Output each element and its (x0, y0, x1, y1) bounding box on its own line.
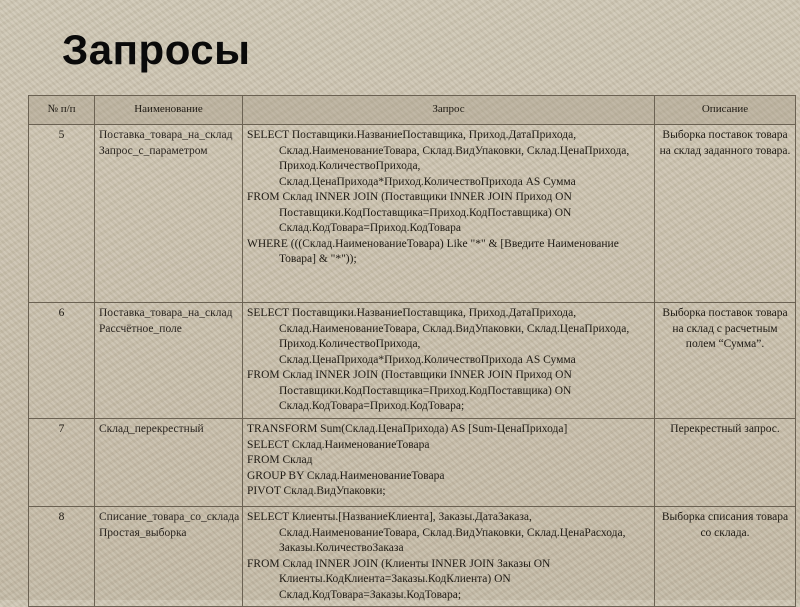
query-description: Выборка списания товара со склада. (655, 507, 796, 607)
header-description: Описание (655, 96, 796, 125)
query-line: FROM Склад INNER JOIN (Поставщики INNER JOIN Приход ON Поставщики.КодПоставщика=Приход.КодПоставщика) ON Склад.КодТовара=Приход.КодТовара (247, 191, 572, 234)
query-name: Поставка_товара_на_склад (99, 307, 233, 319)
query-line: SELECT Склад.НаименованиеТовара (247, 438, 430, 451)
table-row (29, 507, 796, 607)
query-text-cell (243, 125, 655, 303)
row-number: 5 (29, 125, 95, 303)
header-number: № п/п (29, 96, 95, 125)
table-row (29, 125, 796, 303)
query-line: TRANSFORM Sum(Склад.ЦенаПрихода) AS [Sum-ЦенаПрихода] (247, 423, 568, 435)
table-header-row (29, 96, 796, 125)
query-name-cell (95, 303, 243, 419)
query-line: FROM Склад (247, 454, 313, 466)
query-line: SELECT Поставщики.НазваниеПоставщика, Приход.ДатаПрихода, Склад.НаименованиеТовара, Склад.ВидУпаковки, Склад.ЦенаПрихода, Приход.КоличествоПрихода, Склад.ЦенаПрихода*Приход.КоличествоПрихода AS Сумма (247, 129, 630, 188)
row-number: 8 (29, 507, 95, 607)
header-query: Запрос (243, 96, 655, 125)
query-text-cell (243, 507, 655, 607)
query-line: GROUP BY Склад.НаименованиеТовара (247, 469, 445, 482)
table-row (29, 303, 796, 419)
table-row (29, 419, 796, 507)
query-line: FROM Склад INNER JOIN (Поставщики INNER JOIN Приход ON Поставщики.КодПоставщика=Приход.КодПоставщика) ON Склад.КодТовара=Приход.КодТовара; (247, 369, 572, 412)
query-type: Рассчётное_поле (99, 322, 182, 335)
query-type: Простая_выборка (99, 526, 187, 539)
query-description: Перекрестный запрос. (655, 419, 796, 507)
query-name-cell (95, 125, 243, 303)
query-name: Списание_товара_со_склада (99, 511, 240, 523)
query-name-cell (95, 419, 243, 507)
page-title: Запросы (62, 26, 251, 73)
query-line: SELECT Клиенты.[НазваниеКлиента], Заказы.ДатаЗаказа, Склад.НаименованиеТовара, Склад.ВидУпаковки, Склад.ЦенаРасхода, Заказы.КоличествоЗаказа (247, 511, 626, 554)
query-description: Выборка поставок товара на склад заданного товара. (655, 125, 796, 303)
query-line: FROM Склад INNER JOIN (Клиенты INNER JOIN Заказы ON Клиенты.КодКлиента=Заказы.КодКлиента) ON Склад.КодТовара=Заказы.КодТовара; (247, 557, 551, 601)
queries-table (28, 95, 796, 607)
query-text-cell (243, 419, 655, 507)
header-name: Наименование (95, 96, 243, 125)
query-line: WHERE (((Склад.НаименованиеТовара) Like "*" & [Введите Наименование Товара] & "*")); (247, 237, 619, 265)
query-line: SELECT Поставщики.НазваниеПоставщика, Приход.ДатаПрихода, Склад.НаименованиеТовара, Склад.ВидУпаковки, Склад.ЦенаПрихода, Приход.КоличествоПрихода, Склад.ЦенаПрихода*Приход.КоличествоПрихода AS Сумма (247, 307, 630, 366)
query-description: Выборка поставок товара на склад с расчетным полем “Сумма”. (655, 303, 796, 419)
query-line: PIVOT Склад.ВидУпаковки; (247, 485, 386, 497)
row-number: 7 (29, 419, 95, 507)
query-type: Запрос_с_параметром (99, 144, 208, 157)
query-name: Поставка_товара_на_склад (99, 129, 233, 141)
query-text-cell (243, 303, 655, 419)
query-name-cell (95, 507, 243, 607)
query-name: Склад_перекрестный (99, 423, 204, 435)
row-number: 6 (29, 303, 95, 419)
